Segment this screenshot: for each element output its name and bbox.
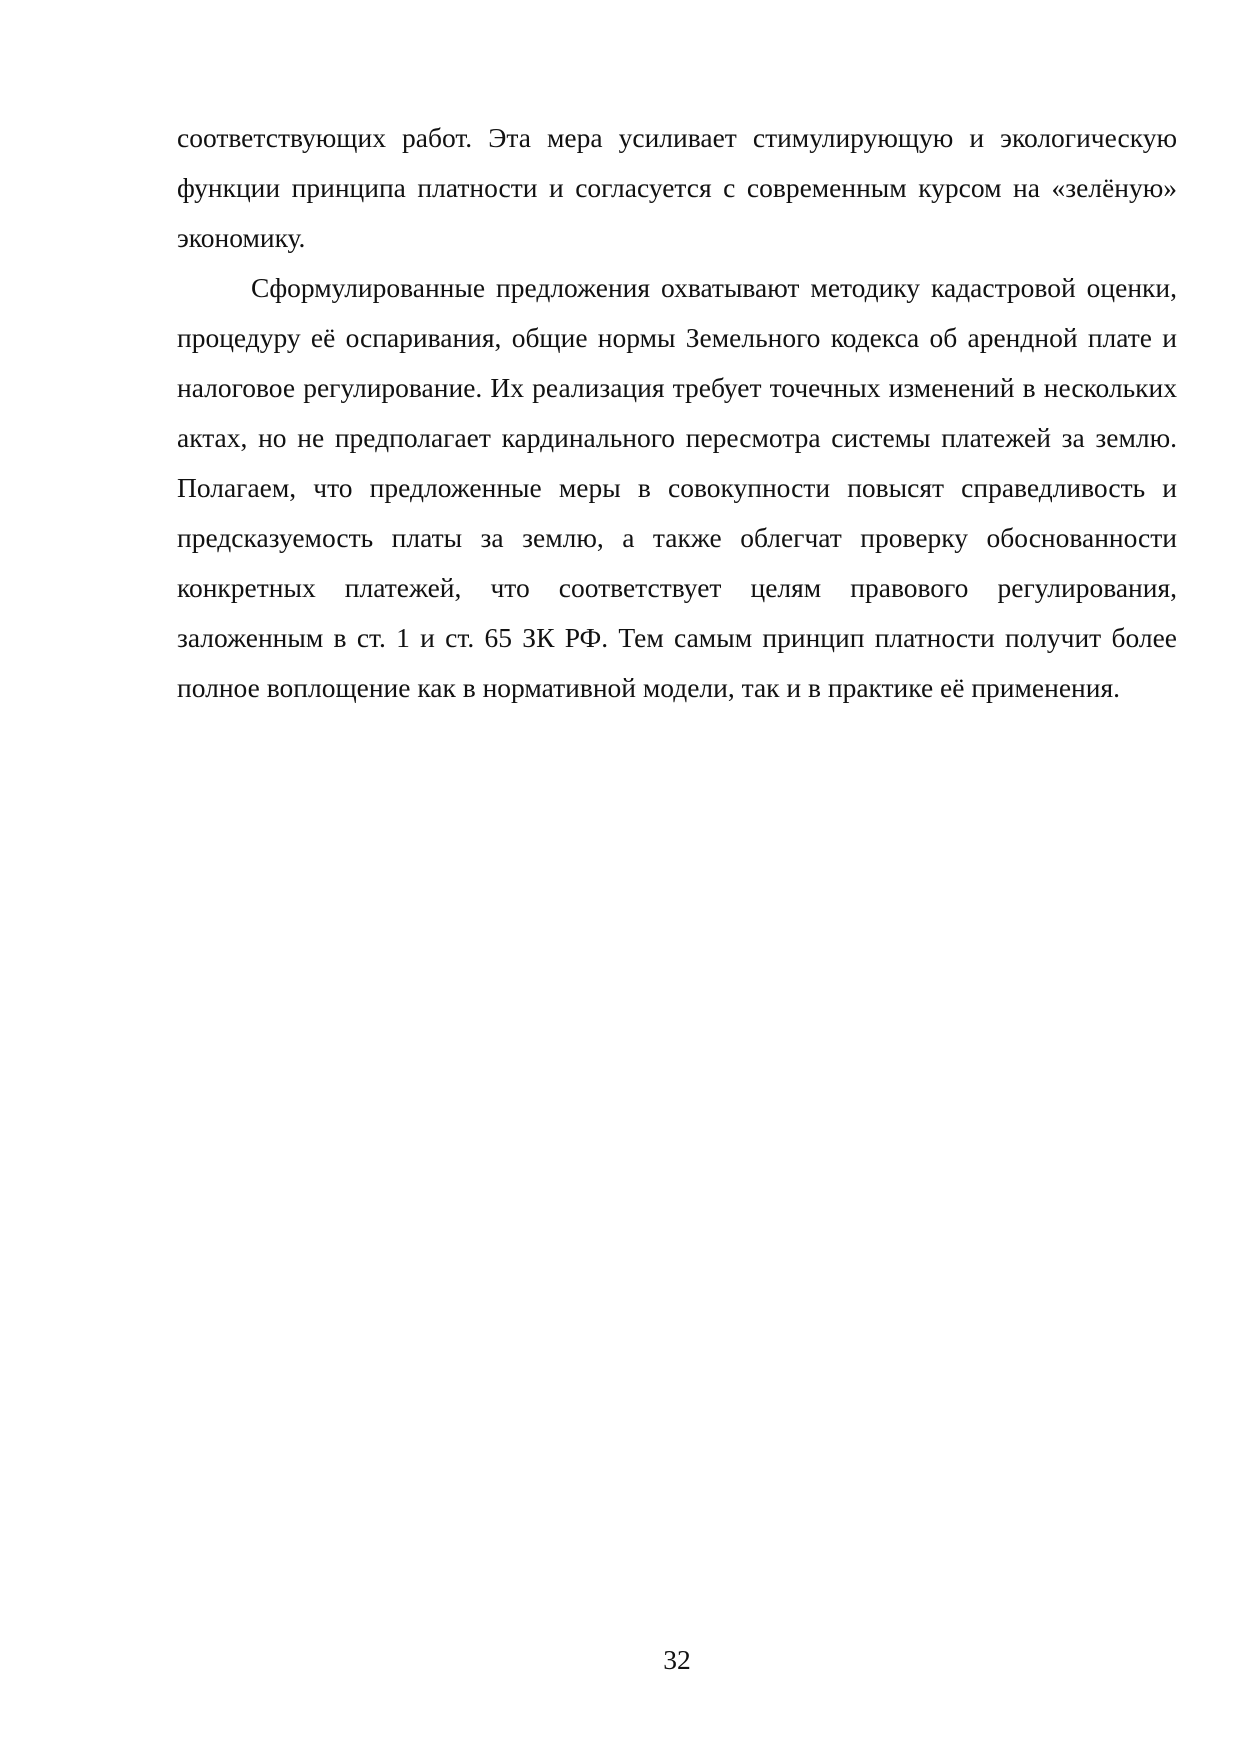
paragraph-proposals: Сформулированные предложения охватывают методику кадастровой оценки, процедуру её оспаривания, общие нормы Земельного кодекса об арендной плате и налоговое регулирование. Их реализация требует точечных изменений в нескольких актах, но не предполагает кардинального пересмотра системы платежей за землю. Полагаем, что предложенные меры в совокупности повысят справедливость и предсказуемость платы за землю, а также облегчат проверку обоснованности конкретных платежей, что соответствует целям правового регулирования, заложенным в ст. 1 и ст. 65 ЗК РФ. Тем самым принцип платности получит более полное воплощение как в нормативной модели, так и в практике её применения. — [177, 272, 1177, 703]
text-body — [177, 113, 1177, 713]
page-number: 32 — [663, 1644, 691, 1675]
paragraph-continued: соответствующих работ. Эта мера усиливает стимулирующую и экологическую функции принципа платности и согласуется с современным курсом на «зелёную» экономику. — [177, 122, 1177, 253]
